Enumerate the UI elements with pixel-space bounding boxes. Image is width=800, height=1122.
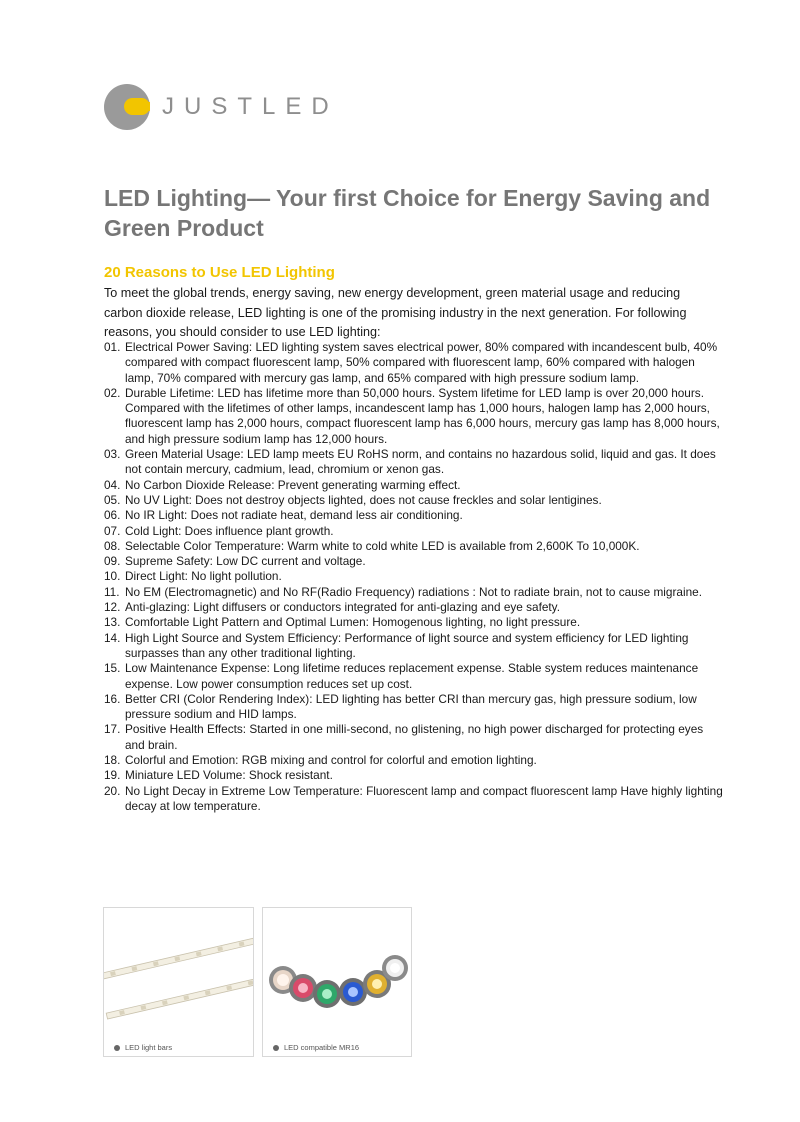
brand-logo	[104, 84, 339, 130]
reason-number: 08.	[104, 538, 121, 553]
caption-text: LED light bars	[125, 1043, 173, 1052]
reason-text: Low Maintenance Expense: Long lifetime reduces replacement expense. Stable system reduces maintenance expense. Low power consumption reduces set up cost.	[125, 661, 699, 691]
reason-item	[104, 447, 724, 478]
reason-text: Selectable Color Temperature: Warm white to cold white LED is available from 2,600K To 10,000K.	[125, 538, 640, 553]
reason-item	[104, 615, 724, 630]
reason-item	[104, 340, 724, 386]
led-strip-image	[104, 908, 253, 1038]
reason-text: Positive Health Effects: Started in one milli-second, no glistening, no high power discharged for protecting eyes and brain.	[125, 722, 704, 752]
reason-number: 02.	[104, 385, 121, 400]
reason-text: Miniature LED Volume: Shock resistant.	[125, 768, 333, 783]
reason-text: Colorful and Emotion: RGB mixing and control for colorful and emotion lighting.	[125, 753, 537, 768]
reason-text: Supreme Safety: Low DC current and voltage.	[125, 554, 366, 569]
reason-number: 04.	[104, 477, 121, 492]
reason-number: 14.	[104, 630, 121, 645]
reason-item	[104, 753, 724, 768]
reason-item	[104, 661, 724, 692]
reason-text: Anti-glazing: Light diffusers or conductors integrated for anti-glazing and eye safety.	[125, 600, 560, 615]
reason-text: No IR Light: Does not radiate heat, demand less air conditioning.	[125, 508, 463, 523]
photo-caption	[273, 1043, 359, 1052]
reason-number: 09.	[104, 554, 121, 569]
bullet-icon	[114, 1045, 120, 1051]
led-mr16-photo	[262, 907, 412, 1057]
reason-text: No Light Decay in Extreme Low Temperature: Fluorescent lamp and compact fluorescent lamp Have highly lighting decay at low temperature.	[125, 783, 723, 813]
bullet-icon	[273, 1045, 279, 1051]
reason-number: 07.	[104, 523, 121, 538]
reason-text: Electrical Power Saving: LED lighting system saves electrical power, 80% compared with incandescent bulb, 40% compared with compact fluorescent lamp, 50% compared with fluorescent lamp, 60% compared with halogen lamp, 70% compared with mercury gas lamp, and 65% compared with high pressure sodium lamp.	[125, 340, 718, 385]
caption-text: LED compatible MR16	[284, 1043, 360, 1052]
reason-text: No UV Light: Does not destroy objects lighted, does not cause freckles and solar lentigines.	[125, 492, 602, 507]
reason-item	[104, 768, 724, 783]
reason-item	[104, 508, 724, 523]
reason-number: 05.	[104, 492, 121, 507]
reason-number: 11.	[104, 584, 120, 599]
reason-number: 10.	[104, 569, 121, 584]
reason-item	[104, 478, 724, 493]
reason-text: Direct Light: No light pollution.	[125, 569, 282, 584]
section-heading: 20 Reasons to Use LED Lighting	[104, 264, 335, 281]
page-title: LED Lighting— Your first Choice for Energy Saving and Green Product	[104, 185, 711, 241]
logo-mark-icon	[104, 84, 150, 130]
reason-number: 12.	[104, 600, 121, 615]
reason-item	[104, 784, 724, 815]
intro-paragraph: To meet the global trends, energy saving, new energy development, green material usage and reducing carbon dioxide release, LED lighting is one of the promising industry in the next generation. For following reasons, you should consider to use LED lighting:	[104, 286, 687, 339]
reason-text: Green Material Usage: LED lamp meets EU RoHS norm, and contains no hazardous solid, liquid and gas. It does not contain mercury, cadmium, lead, chromium or xenon gas.	[125, 447, 716, 477]
reason-number: 13.	[104, 615, 121, 630]
reason-number: 06.	[104, 508, 121, 523]
reason-item	[104, 493, 724, 508]
reason-text: Durable Lifetime: LED has lifetime more than 50,000 hours. System lifetime for LED lamp is over 20,000 hours. Compared with the lifetimes of other lamps, incandescent lamp has 1,000 hours, halogen lamp has 2,000 hours, fluorescent lamp has 2,000 hours, compact fluorescent lamp has 6,000 hours, mercury gas lamp has 8,000 hours, and high pressure sodium lamp has 12,000 hours.	[125, 385, 720, 446]
reason-number: 19.	[104, 768, 121, 783]
reason-item	[104, 692, 724, 723]
reason-number: 16.	[104, 691, 121, 706]
logo-text: JUSTLED	[162, 93, 339, 120]
reason-number: 18.	[104, 753, 121, 768]
reason-number: 15.	[104, 661, 121, 676]
reason-text: No Carbon Dioxide Release: Prevent generating warming effect.	[125, 477, 461, 492]
reason-item	[104, 631, 724, 662]
reason-number: 01.	[104, 340, 121, 354]
reason-text: No EM (Electromagnetic) and No RF(Radio Frequency) radiations : Not to radiate brain, not to cause migraine.	[125, 584, 702, 599]
reason-text: Comfortable Light Pattern and Optimal Lumen: Homogenous lighting, no light pressure.	[125, 615, 581, 630]
reason-item	[104, 585, 724, 600]
mr16-lamps-image	[263, 908, 411, 1038]
reason-item	[104, 524, 724, 539]
reason-item	[104, 600, 724, 615]
reason-number: 20.	[104, 783, 121, 798]
reason-text: Better CRI (Color Rendering Index): LED lighting has better CRI than mercury gas, high pressure sodium, low pressure sodium and HID lamps.	[125, 691, 697, 722]
reason-item	[104, 722, 724, 753]
reason-item	[104, 569, 724, 584]
reason-item	[104, 539, 724, 554]
reason-number: 17.	[104, 722, 121, 737]
photo-caption	[114, 1043, 172, 1052]
reason-item	[104, 554, 724, 569]
reason-item	[104, 386, 724, 447]
reason-text: Cold Light: Does influence plant growth.	[125, 523, 334, 538]
reasons-list	[104, 340, 724, 814]
reason-number: 03.	[104, 447, 121, 462]
led-light-bars-photo	[103, 907, 254, 1057]
reason-text: High Light Source and System Efficiency: Performance of light source and system efficiency for LED lighting surpasses than any other traditional lighting.	[125, 630, 689, 660]
